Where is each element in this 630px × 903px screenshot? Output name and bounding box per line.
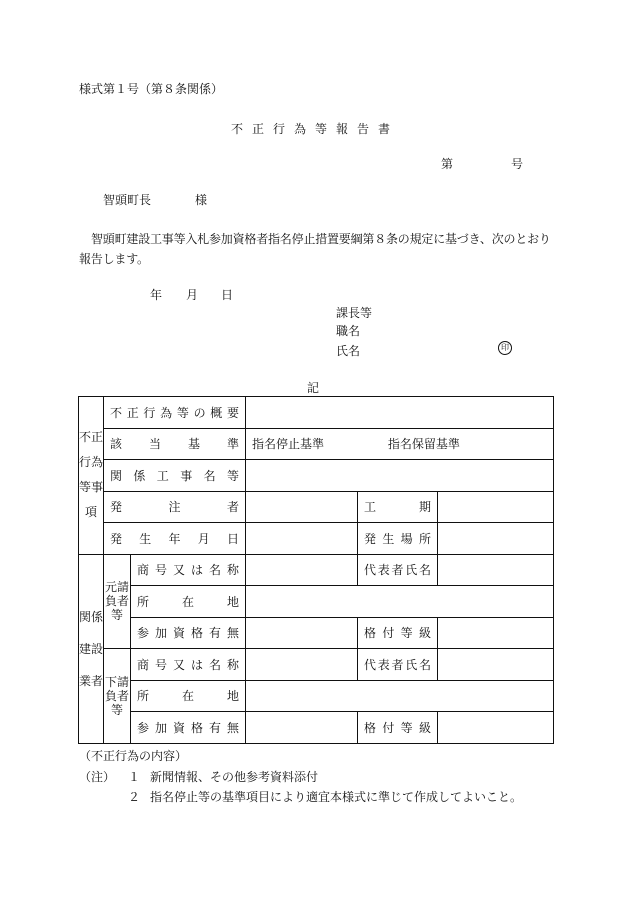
prime-qualification-field[interactable] (246, 617, 358, 649)
body-text: 智頭町建設工事等入札参加資格者指名停止措置要綱第８条の規定に基づき、次のとおり報告します。 (79, 232, 551, 266)
occurrence-date-field[interactable] (246, 523, 358, 555)
document-number-suffix: 号 (511, 157, 524, 171)
prime-address-label: 所在地 (131, 586, 246, 618)
note-2-text: 指名停止等の基準項目により適宜本様式に準じて作成してよいこと。 (150, 790, 523, 804)
sub-contractor-label: 下請負者等 (104, 649, 131, 744)
table-row (79, 680, 554, 712)
occurrence-date-label: 発生年月日 (104, 523, 246, 555)
section-label-misconduct: 不正行為等事項 (79, 397, 104, 555)
occurrence-place-field[interactable] (438, 523, 554, 555)
report-table (78, 396, 554, 744)
criteria-label: 該当基準 (104, 428, 246, 460)
reporter-title-label: 課長等 (336, 306, 373, 320)
table-row (79, 554, 554, 586)
sub-representative-field[interactable] (438, 649, 554, 681)
table-row (79, 397, 554, 429)
prime-representative-field[interactable] (438, 554, 554, 586)
prime-trade-name-field[interactable] (246, 554, 358, 586)
addressee-honorific: 様 (195, 193, 208, 207)
period-label: 工期 (358, 491, 438, 523)
date-year: 年 (150, 288, 163, 302)
document-number-prefix: 第 (441, 157, 454, 171)
criteria-option-reservation: 指名保留基準 (387, 437, 460, 452)
prime-grade-field[interactable] (438, 617, 554, 649)
note-1-text: 新聞情報、その他参考資料添付 (150, 770, 319, 784)
note-1-number: １ (128, 770, 141, 784)
document-title: 不正行為等報告書 (230, 122, 399, 136)
note-2-number: ２ (128, 790, 141, 804)
sub-qualification-field[interactable] (246, 712, 358, 744)
content-note: （不正行為の内容） (79, 749, 188, 763)
table-row (79, 617, 554, 649)
orderer-label: 発注者 (104, 491, 246, 523)
table-row (79, 649, 554, 681)
criteria-option-suspension: 指名停止基準 (252, 437, 325, 452)
period-field[interactable] (438, 491, 554, 523)
section-label-contractors: 関係建設業者 (79, 554, 104, 743)
note-label: （注） (79, 770, 116, 784)
reporter-name-label: 氏名 (336, 344, 361, 358)
table-row (79, 586, 554, 618)
reporter-position-label: 職名 (336, 324, 361, 338)
criteria-field[interactable] (246, 428, 554, 460)
prime-contractor-label: 元請負者等 (104, 554, 131, 649)
table-row (79, 491, 554, 523)
prime-qualification-label: 参加資格有無 (131, 617, 246, 649)
seal-mark: 印 (498, 341, 512, 355)
form-number: 様式第１号（第８条関係） (79, 82, 224, 96)
overview-field[interactable] (246, 397, 554, 429)
sub-address-field[interactable] (246, 680, 554, 712)
table-row (79, 428, 554, 460)
prime-trade-name-label: 商号又は名称 (131, 554, 246, 586)
sub-trade-name-field[interactable] (246, 649, 358, 681)
date-day: 日 (221, 288, 234, 302)
construction-name-field[interactable] (246, 460, 554, 492)
sub-qualification-label: 参加資格有無 (131, 712, 246, 744)
prime-grade-label: 格付等級 (358, 617, 438, 649)
sub-grade-field[interactable] (438, 712, 554, 744)
table-row (79, 523, 554, 555)
table-row (79, 460, 554, 492)
table-row (79, 712, 554, 744)
sub-trade-name-label: 商号又は名称 (131, 649, 246, 681)
prime-address-field[interactable] (246, 586, 554, 618)
construction-name-label: 関係工事名等 (104, 460, 246, 492)
occurrence-place-label: 発生場所 (358, 523, 438, 555)
date-month: 月 (186, 288, 199, 302)
sub-grade-label: 格付等級 (358, 712, 438, 744)
sub-address-label: 所在地 (131, 680, 246, 712)
orderer-field[interactable] (246, 491, 358, 523)
ki-heading: 記 (307, 381, 320, 395)
prime-representative-label: 代表者氏名 (358, 554, 438, 586)
addressee-name: 智頭町長 (103, 193, 152, 207)
overview-label: 不正行為等の概要 (104, 397, 246, 429)
sub-representative-label: 代表者氏名 (358, 649, 438, 681)
